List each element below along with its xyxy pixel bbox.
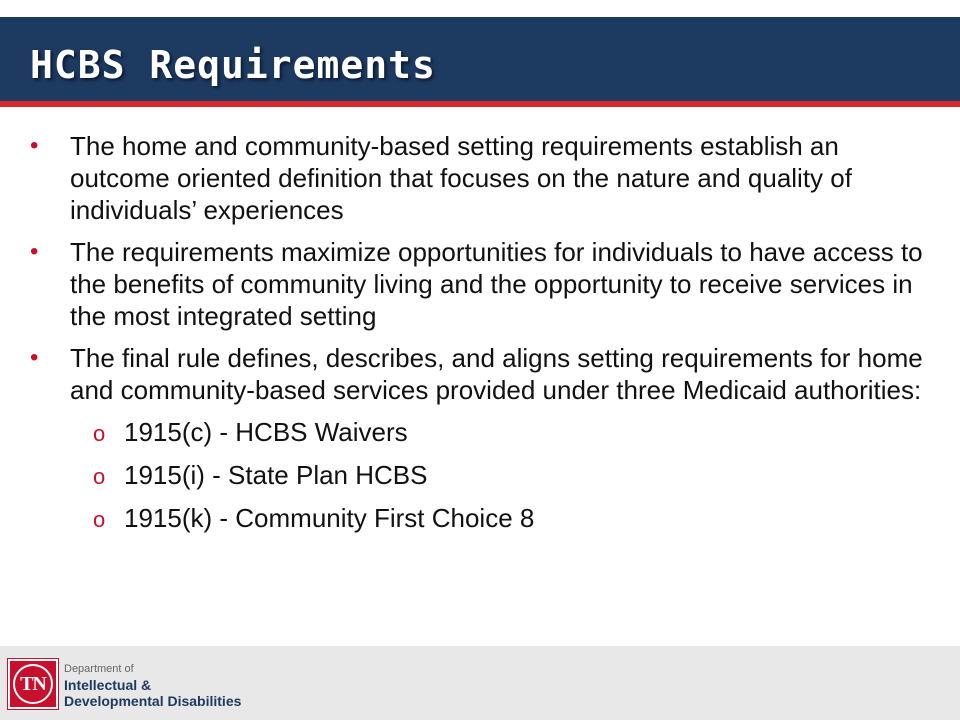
sub-bullet-item bbox=[30, 416, 940, 449]
bullet-item bbox=[30, 130, 940, 226]
sub-bullet-item bbox=[30, 502, 940, 535]
sub-bullet-text: 1915(c) - HCBS Waivers bbox=[124, 417, 408, 447]
department-name-line1: Intellectual & bbox=[64, 677, 152, 693]
bullet-text: The final rule defines, describes, and aligns setting requirements for home and community-based services provided under three Medicaid authorities: bbox=[70, 343, 923, 405]
sub-bullet-marker: o bbox=[93, 464, 106, 489]
sub-bullet-text: 1915(k) - Community First Choice 8 bbox=[124, 503, 535, 533]
tn-circle bbox=[13, 664, 53, 704]
tn-badge-text: TN bbox=[20, 672, 46, 695]
footer-bar bbox=[0, 646, 960, 720]
sub-bullet-marker: o bbox=[93, 507, 106, 532]
bullet-item bbox=[30, 236, 940, 332]
bullet-item bbox=[30, 342, 940, 406]
department-logo bbox=[8, 659, 248, 711]
department-of-label: Department of bbox=[64, 663, 134, 675]
sub-bullet-text: 1915(i) - State Plan HCBS bbox=[124, 460, 428, 490]
sub-bullet-list bbox=[30, 416, 940, 535]
slide-title: HCBS Requirements bbox=[30, 43, 436, 87]
department-name-line2: Developmental Disabilities bbox=[64, 693, 242, 709]
bullet-marker: • bbox=[30, 132, 39, 159]
bullet-list bbox=[30, 130, 940, 545]
bullet-text: The home and community-based setting requirements establish an outcome oriented definition that focuses on the nature and quality of individuals’ experiences bbox=[70, 131, 852, 225]
tn-badge-icon bbox=[8, 659, 58, 709]
bullet-text: The requirements maximize opportunities for individuals to have access to the benefits of community living and the opportunity to receive services in the most integrated setting bbox=[70, 237, 923, 331]
sub-bullet-marker: o bbox=[93, 421, 106, 446]
sub-bullet-item bbox=[30, 459, 940, 492]
bullet-marker: • bbox=[30, 238, 39, 265]
title-bar bbox=[0, 17, 960, 107]
bullet-marker: • bbox=[30, 344, 39, 371]
